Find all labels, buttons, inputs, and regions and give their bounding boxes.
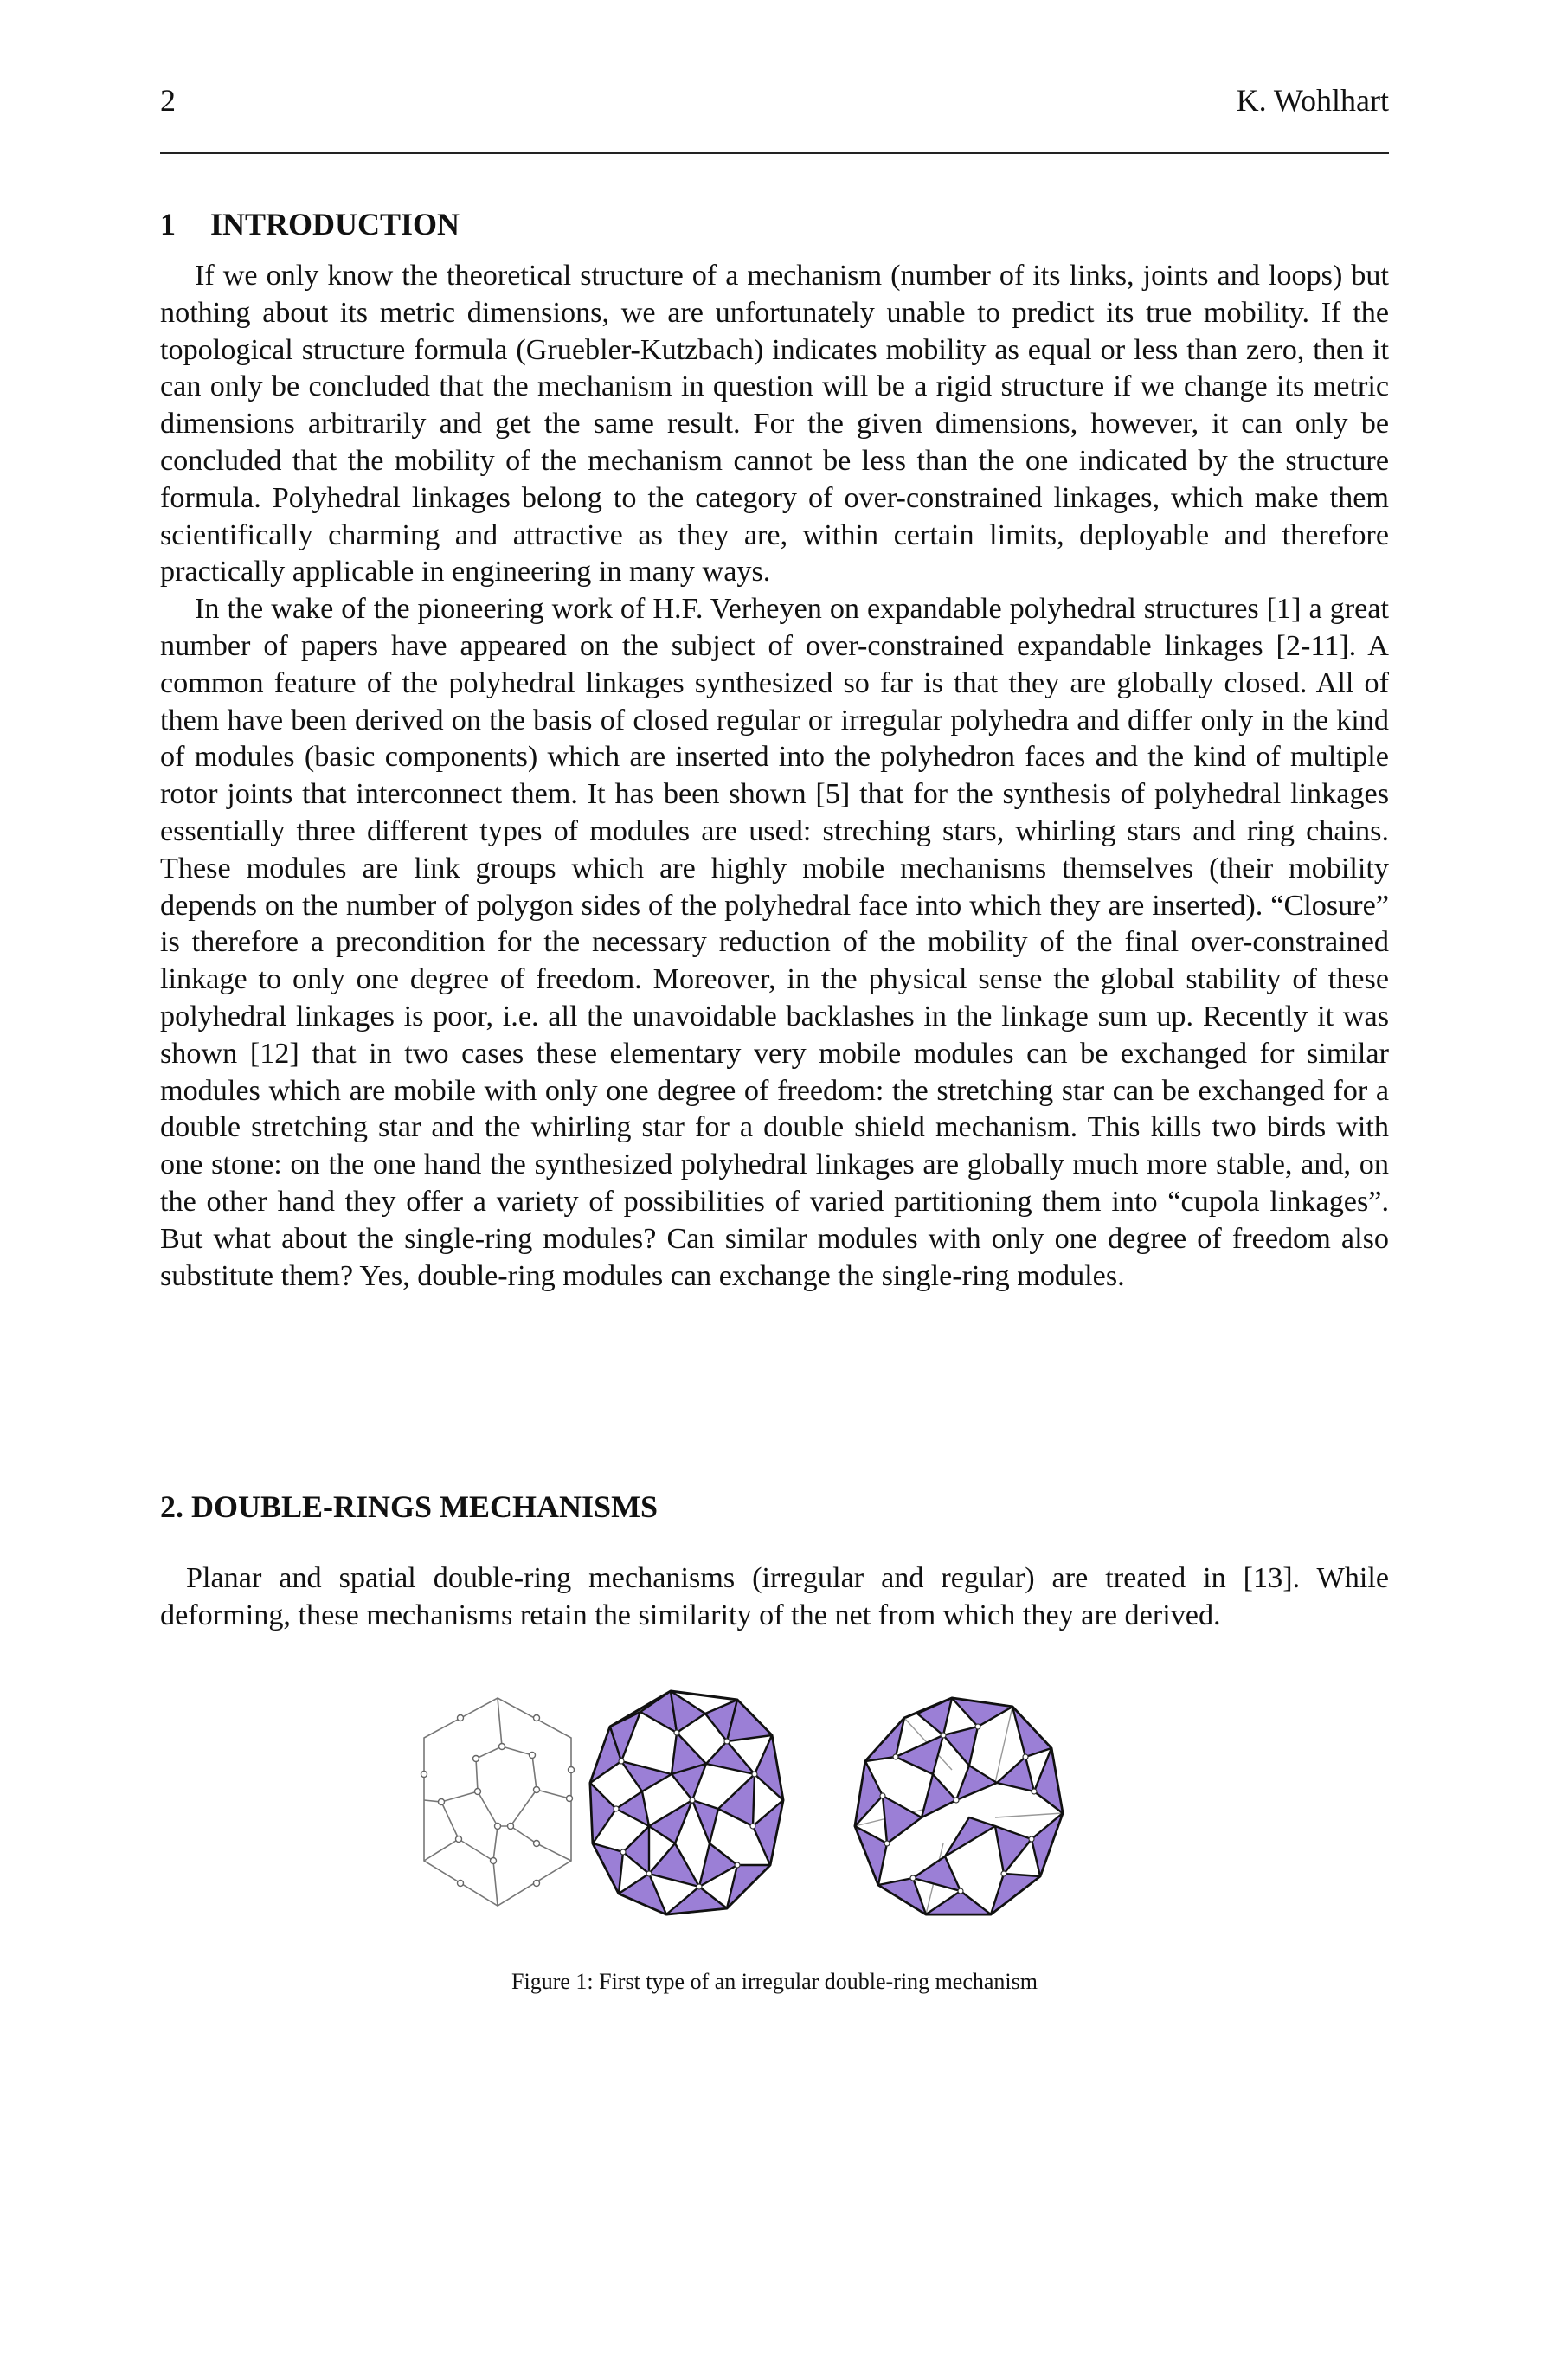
- net-joint: [491, 1858, 497, 1864]
- section-1-title: INTRODUCTION: [210, 207, 460, 241]
- joint: [1023, 1754, 1028, 1759]
- net-joint: [458, 1715, 464, 1721]
- page-number: 2: [160, 83, 176, 118]
- net-line: [424, 1698, 502, 1802]
- joint: [620, 1849, 626, 1855]
- net-joint: [458, 1881, 464, 1887]
- paragraph: If we only know the theoretical structure of a mechanism (number of its links, joints and loops) but nothing about its metric dimensions, we are unfortunately unable to predict its true mobility. If the topological structure formula (Gruebler-Kutzbach) indicates mobility as equal or less than zero, then it can only be concluded that the mechanism in question will be a rigid structure if we change its metric dimensions arbitrarily and get the same result. For the given dimensions, however, it can only be concluded that the mobility of the mechanism cannot be less than the one indicated by the structure formula. Polyhedral linkages belong to the category of over-constrained linkages, which make them scientifically charming and attractive as they are, within certain limits, deployable and therefore practically applicable in engineering in many ways.: [160, 260, 1389, 589]
- joint: [674, 1730, 679, 1735]
- net-line: [511, 1826, 571, 1861]
- double-ring-mechanism-1: [590, 1691, 783, 1914]
- running-head: K. Wohlhart: [1236, 83, 1389, 118]
- section-2-body: [160, 1560, 1389, 1635]
- net-joint: [499, 1744, 505, 1750]
- joint: [735, 1862, 740, 1868]
- joint: [975, 1724, 980, 1729]
- page-header: [160, 82, 1389, 125]
- joint: [619, 1759, 624, 1764]
- net-joint: [475, 1789, 481, 1795]
- joint: [614, 1806, 619, 1811]
- net-joint: [534, 1881, 540, 1887]
- joint: [646, 1871, 652, 1876]
- link-triangle: [593, 1843, 623, 1894]
- net-joint: [534, 1715, 540, 1721]
- joint: [954, 1798, 959, 1803]
- joint: [941, 1733, 946, 1738]
- net-joint: [439, 1799, 445, 1805]
- paragraph: In the wake of the pioneering work of H.F. Verheyen on expandable polyhedral structures [1] a great number of papers have appeared on the subject of over-constrained expandable linkages [2-11]. A common feature of the polyhedral linkages synthesized so far is that they are globally closed. All of them have been derived on the basis of closed regular or irregular polyhedra and differ only in the kind of modules (basic components) which are inserted into the polyhedron faces and the kind of multiple rotor joints that interconnect them. It has been shown [5] that for the synthesis of polyhedral linkages essentially three different types of modules are used: streching stars, whirling stars and ring chains. These modules are link groups which are highly mobile mechanisms themselves (their mobility depends on the number of polygon sides of the polyhedral face into which they are inserted). “Closure” is therefore a precondition for the necessary reduction of the mobility of the final over-constrained linkage to only one degree of freedom. Moreover, in the physical sense the global stability of these polyhedral linkages is poor, i.e. all the unavoidable backlashes in the linkage sum up. Recently it was shown [12] that in two cases these elementary very mobile modules can be exchanged for similar modules which are mobile with only one degree of freedom: the stretching star can be exchanged for a double stretching star and the whirling star for a double shield mechanism. This kills two birds with one stone: on the one hand the synthesized polyhedral linkages are globally much more stable, and, on the other hand they offer a variety of possibilities of varied partitioning them into “cupola linkages”. But what about the single-ring modules? Can similar modules with only one degree of freedom also substitute them? Yes, double-ring modules can exchange the single-ring modules.: [160, 593, 1389, 1292]
- joint: [752, 1772, 757, 1777]
- net-joint: [530, 1753, 536, 1759]
- net-joint: [456, 1836, 462, 1843]
- joint: [690, 1798, 695, 1803]
- net-joint: [569, 1767, 575, 1773]
- net-joint: [508, 1824, 514, 1830]
- double-ring-mechanism-2: [855, 1698, 1063, 1914]
- figure-1: [415, 1688, 1099, 1939]
- net-joint: [473, 1756, 479, 1762]
- joint: [1029, 1836, 1034, 1842]
- net-line: [498, 1790, 537, 1826]
- net-diagram: [421, 1698, 575, 1906]
- joint: [750, 1824, 755, 1829]
- net-line: [459, 1839, 493, 1861]
- figure-1-caption: Figure 1: First type of an irregular double-ring mechanism: [511, 1969, 1038, 1994]
- net-line: [478, 1791, 498, 1906]
- section-1-body: [160, 258, 1389, 1295]
- section-1-number: 1: [160, 207, 176, 241]
- section-1-heading: [160, 206, 460, 242]
- net-hexagon: [424, 1698, 571, 1906]
- section-2-heading: 2. DOUBLE-RINGS MECHANISMS: [160, 1489, 659, 1524]
- net-joint: [421, 1772, 427, 1778]
- joint: [958, 1888, 963, 1894]
- joint: [880, 1793, 885, 1798]
- joint: [910, 1875, 916, 1881]
- net-line: [424, 1802, 459, 1861]
- joint: [724, 1739, 730, 1744]
- paragraph: Planar and spatial double-ring mechanisms (irregular and regular) are treated in [13]. While deforming, these mechanisms retain the similarity of the net from which they are derived.: [160, 1562, 1389, 1631]
- net-joint: [567, 1796, 573, 1802]
- header-rule: [160, 152, 1389, 154]
- joint: [884, 1841, 890, 1846]
- net-joint: [534, 1841, 540, 1847]
- joint: [697, 1884, 702, 1889]
- joint: [1032, 1789, 1037, 1794]
- net-joint: [495, 1824, 501, 1830]
- net-joint: [534, 1787, 540, 1793]
- joint: [893, 1754, 898, 1759]
- figure-1-graphic: [415, 1688, 1099, 1939]
- joint: [1001, 1871, 1006, 1876]
